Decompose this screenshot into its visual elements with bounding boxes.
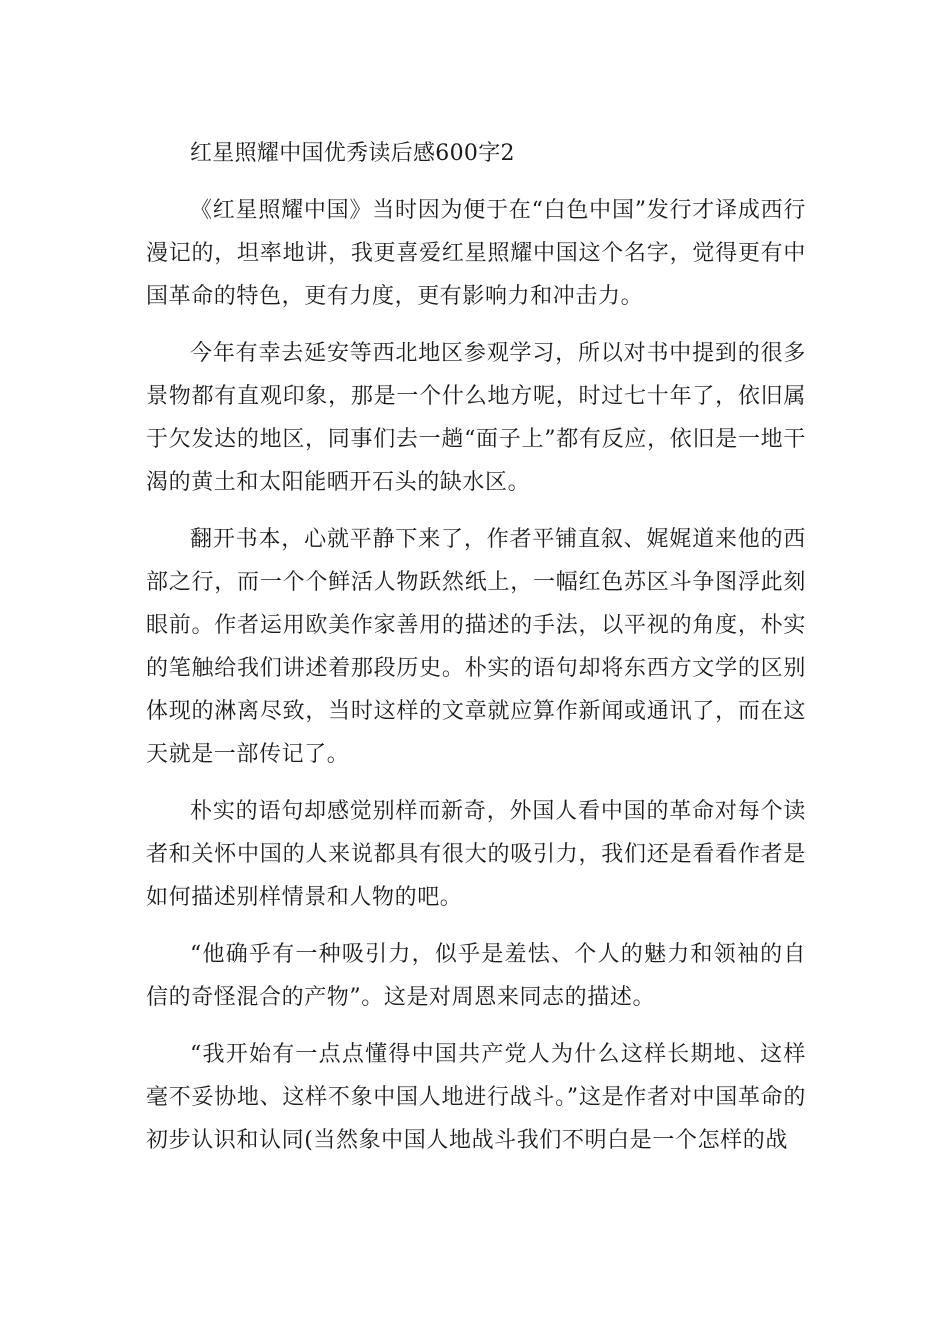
paragraph-2: 今年有幸去延安等西北地区参观学习，所以对书中提到的很多景物都有直观印象，那是一个什么地方呢，时过七十年了，依旧属于欠发达的地区，同事们去一趟“面子上”都有反应，依旧是一地干渴的黄土和太阳能晒开石头的缺水区。 bbox=[146, 341, 806, 495]
paragraph-5: “他确乎有一种吸引力，似乎是羞怯、个人的魅力和领袖的自信的奇怪混合的产物”。这是对周恩来同志的描述。 bbox=[146, 942, 806, 1010]
document-body bbox=[146, 132, 806, 1176]
document-title: 红星照耀中国优秀读后感600字2 bbox=[190, 141, 515, 166]
paragraph-4: 朴实的语句却感觉别样而新奇，外国人看中国的革命对每个读者和关怀中国的人来说都具有很大的吸引力，我们还是看看作者是如何描述别样情景和人物的吧。 bbox=[146, 799, 806, 910]
paragraph-6: “我开始有一点点懂得中国共产党人为什么这样长期地、这样毫不妥协地、这样不象中国人地进行战斗。”这是作者对中国革命的初步认识和认同(当然象中国人地战斗我们不明白是一个怎样的战 bbox=[146, 1042, 806, 1153]
paragraph-1: 《红星照耀中国》当时因为便于在“白色中国”发行才译成西行漫记的，坦率地讲，我更喜爱红星照耀中国这个名字，觉得更有中国革命的特色，更有力度，更有影响力和冲击力。 bbox=[146, 198, 806, 309]
paragraph-3: 翻开书本，心就平静下来了，作者平铺直叙、娓娓道来他的西部之行，而一个个鲜活人物跃然纸上，一幅红色苏区斗争图浮此刻眼前。作者运用欧美作家善用的描述的手法，以平视的角度，朴实的笔触给我们讲述着那段历史。朴实的语句却将东西方文学的区别体现的淋离尽致，当时这样的文章就应算作新闻或通讯了，而在这天就是一部传记了。 bbox=[146, 527, 806, 767]
